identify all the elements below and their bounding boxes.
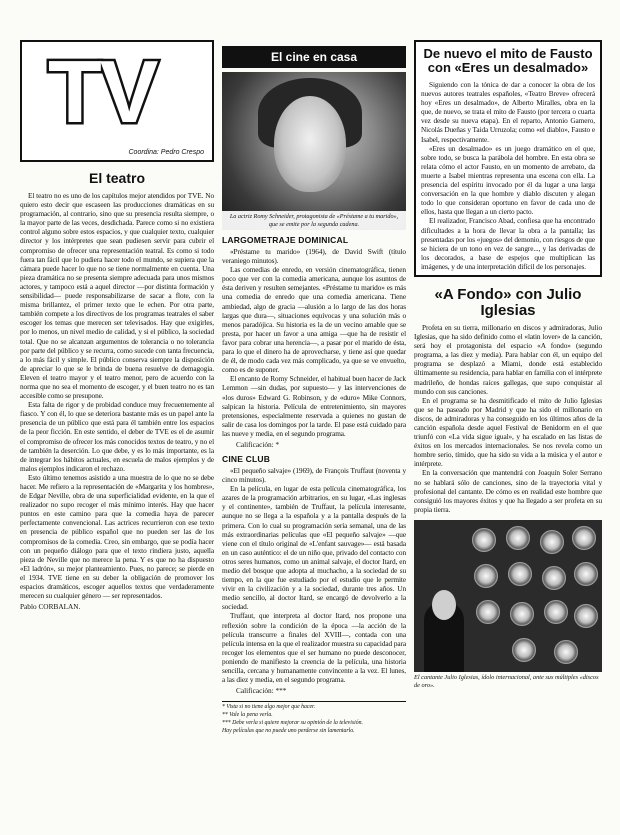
gold-disc-icon — [472, 528, 496, 552]
cineclub-paragraph-2: En la película, en lugar de esta película cinematográfica, los azares de la programación arbitrarios, en su lugar, «Las inglesas y el continente», también de Truffaut, la película interesante, aunque no se llega a la española y a la pantalla después de la primera. Con lo cual su programación sería semanal, una de las más extraordinarias películas que «El pequeño salvaje» —que viene con el título original de «L'enfant sauvage»— está basada en un caso auténtico: el de un niño que, privado del contacto con otros seres humanos, como un animal salvaje, el doctor Itard, en medio del bosque que adopta al muchacho, a la sociedad de su tiempo, en la que fue estudiado por el estudio que le permite vivir en la civilización y a la sociedad, durante tres años. Un medio sencillo, al doctor Itard, se encargó de devolverlo a la sociedad. — [222, 484, 406, 612]
romy-photo-caption: La actriz Romy Schneider, protagonista de «Préstame a tu marido», que se emite por la segunda cadena. — [222, 211, 406, 230]
fausto-paragraph-2: «Eres un desalmado» es un juego dramático en el que, sobre todo, se busca la parábola del hombre. En esta obra se relata cómo el actor Fausto, en un momento de arrebato, da muerte a Isabel mientras representa una escena con ella. La presencia del espíritu invocado por él da lugar a una larga conversación en la que hombre y diablo discuten y alegan todo lo que consideran oportuno en favor de cada uno de ellos, hasta que llegan a un cierto pacto. — [421, 143, 595, 217]
gold-disc-icon — [506, 526, 530, 550]
teatro-paragraph-3: Esto último tenemos asistido a una muestra de lo que no se debe hacer. Me refiero a la representación de «Margarita y los hombres», de Edgar Neville, obra de una superficialidad evidente, en la que el realizador no supo recoger el más mínimo interés. Hay que hacer puntos en este camino para que la comedia haya de parecer perfectamente convencional. Las actrices recurrieron con ese texto en presencia de público español que no pueden ser las de los compromisos de la comedia. Creo, sin embargo, que se podía hacer con un pequeño diálogo para que el texto rindiera justo, aquella pieza de Neville que no merece la pena. Y es que no ha dispuesto «El ladrón», su mejor planteamiento. Pues, no parece; se pierde en el 1934. TVE tiene en su deber la obligación de promover los espacios dramáticos, escoger aquellos textos que verdaderamente merecen su cualquier género — ser representados. — [20, 472, 214, 601]
gold-disc-icon — [512, 638, 536, 662]
romy-schneider-photo — [222, 72, 406, 230]
gold-disc-icon — [572, 526, 596, 550]
cineclub-rating: Calificación: *** — [236, 686, 287, 696]
tv-logo-text: TV — [48, 42, 157, 141]
fausto-paragraph-1: Siguiendo con la tónica de dar a conocer la obra de los nuevos autores teatrales españoles, «Teatro Breve» ofrecerá hoy «Eres un desalmado», de Alberto Miralles, obra en la que, de nuevo, se trata el mito de Fausto (por tercera o cuarta vez desde su nueva etapa). En el reparto, Antonio Gamero, Nicolás Dueñas y Taida Urruzola; como «el diablo», Fausto e Isabel, respectivamente. — [421, 80, 595, 144]
julio-title: «A Fondo» con Julio Iglesias — [434, 285, 582, 319]
gold-disc-icon — [542, 566, 566, 590]
legend-item: *** Debe verla si quiere mejorar su opinión de la televisión. — [222, 720, 363, 727]
column-teatro — [20, 40, 214, 611]
fausto-box — [414, 40, 602, 277]
teatro-signature: Pablo CORBALAN. — [20, 602, 81, 612]
column-cine — [222, 40, 406, 736]
gold-disc-icon — [510, 602, 534, 626]
coordinator-credit: Coordina: Pedro Crespo — [128, 149, 204, 156]
tv-section-logo — [20, 40, 214, 162]
legend-item: Hay películas que no puede uno perderse sin lamentarlo. — [222, 728, 355, 735]
gold-disc-icon — [544, 600, 568, 624]
julio-paragraph-1: Profeta en su tierra, millonario en discos y admiradoras, Julio Iglesias, que ha sido definido como el «latin lover» de la canción, será hoy el protagonista del espacio «A fondo» (segundo programa, a las diez y media). Para hablar con él, un equipo del programa se desplazó a Miami, donde está establecido últimamente su residencia, para hablar en familia con el intérprete madrileño, de hondas raíces gallegas, que supo conquistar al mundo con sus canciones. — [414, 322, 602, 396]
julio-paragraph-2: En el programa se ha desmitificado el mito de Julio Iglesias que se ha paseado por Madrid y que ha sido el millonario en discos, de admiradoras y ha conseguido en los últimos años de la canción española desde aquel Festival de Benidorm en el que triunfó con «La vida sigue igual», y ha escalado en las listas de éxitos en los mercados internacionales. Se nos revela como un hombre serio, tímido, que ha sido su vida a la música y el autor e intérprete. — [414, 395, 602, 469]
gold-disc-icon — [574, 562, 598, 586]
teatro-paragraph-2: Esta falta de rigor y de probidad conduce muy frecuentemente al fiasco. Y con él, lo que se deteriora bastante más es un papel ante la presencia de un público que está para él también entre los espacios de la peor ficción. En este sentido, el deber de TVE es el de asumir el compromiso de ofrecer los más conocidos textos de teatro, y no el de también la deserción. Lo que debe, y es lo más importante, es la de integrar los hábitos actuales, en escuela de malos ejemplos y de malos ejemplos indicaron el rechazo. — [20, 400, 214, 473]
gold-disc-icon — [476, 600, 500, 624]
fausto-paragraph-3: El realizador, Francisco Abad, confiesa que ha encontrado dificultades a la hora de llevar la obra a la pantalla; las presentadas por los «juegos» del demonio, con riesgos de que se hiciera de un tono en vez de sangre..., y las derivadas de los decorados, a base de espejos que multiplican las imágenes, y de una interpretación difícil de los personajes. — [421, 216, 595, 271]
gold-disc-icon — [508, 562, 532, 586]
cine-banner: El cine en casa — [222, 46, 406, 68]
cineclub-paragraph-3: Truffaut, que interpreta al doctor Itard, nos propone una reflexión sobre la condición de la época —la acción de la película transcurre a finales del XVIII—, contada con una película intensa en la que el realizador muestra su capacidad para recoger los elementos que el ser humano no puede desconocer, poniendo de manifiesto la creencia de la película, una historia sencilla, cercana y humanamente convincente a la vez. El lunes, a las diez y media, en el segundo programa. — [222, 611, 406, 685]
singer-face — [432, 590, 456, 620]
teatro-paragraph-1: El teatro no es uno de los capítulos mejor atendidos por TVE. No quiero esto decir que escaseen las producciones dramáticas en su programación, al contrario, sino que su presencia resulta siempre, o la mayor parte de las veces, desdichada. Parece como si no existiera control alguno sobre estos espacios, y que cualquier texto, cualquier director y los intérpretes que sean pudiesen servir para cubrir el compromiso de ofrecer una representación teatral. Es como si todo fuera tan fácil que lo pudiera hacer todo el mundo, se supiera que la cámara puede hacer lo que no se tiene normalmente en cuenta. Una pieza dramática no se presenta siempre adecuada para unos mismos actores, y tampoco está a aquel director —por distinta formación y sensibilidad— puede responsabilizarse de sacar a flote, con la misma brillantez, el primer texto que le echen. Por otra parte, también compete a los directivos de los programas teatrales el saber escoger los temas que merecen ser televisados. Hay que exigirles, por lo menos, un nivel medio de calidad, y si el público, la sociedad total. Que no se alcanzan argumentos de tolerancia o no tolerancia por parte del público y se recurra, como sucede con tanta frecuencia, a lo más fácil y simple. El público conserva siempre la disposición de apreciar lo que se le brinda de buena resuelve de demagogia. Eleven el teatro mayor y el teatro menor, pero de acuerdo con la norma que no sea el momento de escoger, y el buen teatro no es tan accesible como se presupone. — [20, 191, 214, 401]
fausto-title: De nuevo el mito de Fausto con «Eres un desalmado» — [423, 46, 593, 75]
cineclub-paragraph-1: «El pequeño salvaje» (1969), de François Truffaut (noventa y cinco minutos). — [222, 465, 406, 485]
largometraje-rating: Calificación: * — [236, 439, 280, 449]
rating-legend — [222, 701, 406, 735]
gold-disc-icon — [554, 640, 578, 664]
gold-disc-icon — [574, 604, 598, 628]
julio-iglesias-photo — [414, 520, 602, 672]
julio-photo-caption: El cantante Julio Iglesias, ídolo internacional, ante sus múltiples «discos de oro». — [414, 673, 599, 689]
cineclub-subhead: CINE CLUB — [222, 453, 271, 464]
julio-paragraph-3: En la conversación que mantendrá con Joaquín Soler Serrano no se hablará sólo de canciones, sino de la trayectoria vital y profesional del cantante. De cómo es en realidad este hombre que consiguió los mayores éxitos y que ha llegado a ser profeta en su propia tierra. — [414, 468, 602, 514]
gold-disc-icon — [540, 530, 564, 554]
largometraje-paragraph-2: Las comedias de enredo, en versión cinematográfica, tienen poco que ver con la comedia americana, aunque los asuntos de ésta deriven y resulten semejantes. «Préstame tu marido» es más una comedia de enredo que una comedia americana. Tiene ambiedad, algo de gracia —alusión a lo largo de las dos horas largas que dura—, situaciones equívocas y una solución más o menos paradójica. Su historia es la de un vecino amable que se presta, por hacer un favor a una amiga —que ha de resistir el favor para cobrar una herencia—, a pasar por el marido de ésta, para lo que el dinero ha de aprovecharse, y tiene así que quedar de él, de modo cada vez más complicado, ya que se ve envuelto, como es de suponer. — [222, 265, 406, 375]
photo-face-shape — [274, 96, 346, 192]
legend-item: ** Vale la pena verla. — [222, 712, 273, 719]
teatro-headline: El teatro — [88, 170, 145, 186]
gold-disc-icon — [474, 564, 498, 588]
legend-item: * Vista si no tiene algo mejor que hacer. — [222, 704, 316, 711]
largometraje-paragraph-3: El encanto de Romy Schneider, el habitual buen hacer de Jack Lemmon —sin dudas, por supuesto— y las intervenciones de «los duros» Edward G. Robinson, y de «duro» Mike Connors, salpican la historia. Película de entretenimiento, sin mayores pretensiones, especialmente reservada a quienes no gustan de salir de casa los domingos por la tarde. El pase está cuidado para las nueve y media, en el segundo programa. — [222, 374, 406, 438]
largometraje-paragraph-1: «Préstame tu marido» (1964), de David Swift (título veraniego minutos). — [222, 247, 406, 266]
column-fausto-julio — [414, 40, 602, 689]
largometraje-subhead: LARGOMETRAJE DOMINICAL — [222, 235, 349, 245]
